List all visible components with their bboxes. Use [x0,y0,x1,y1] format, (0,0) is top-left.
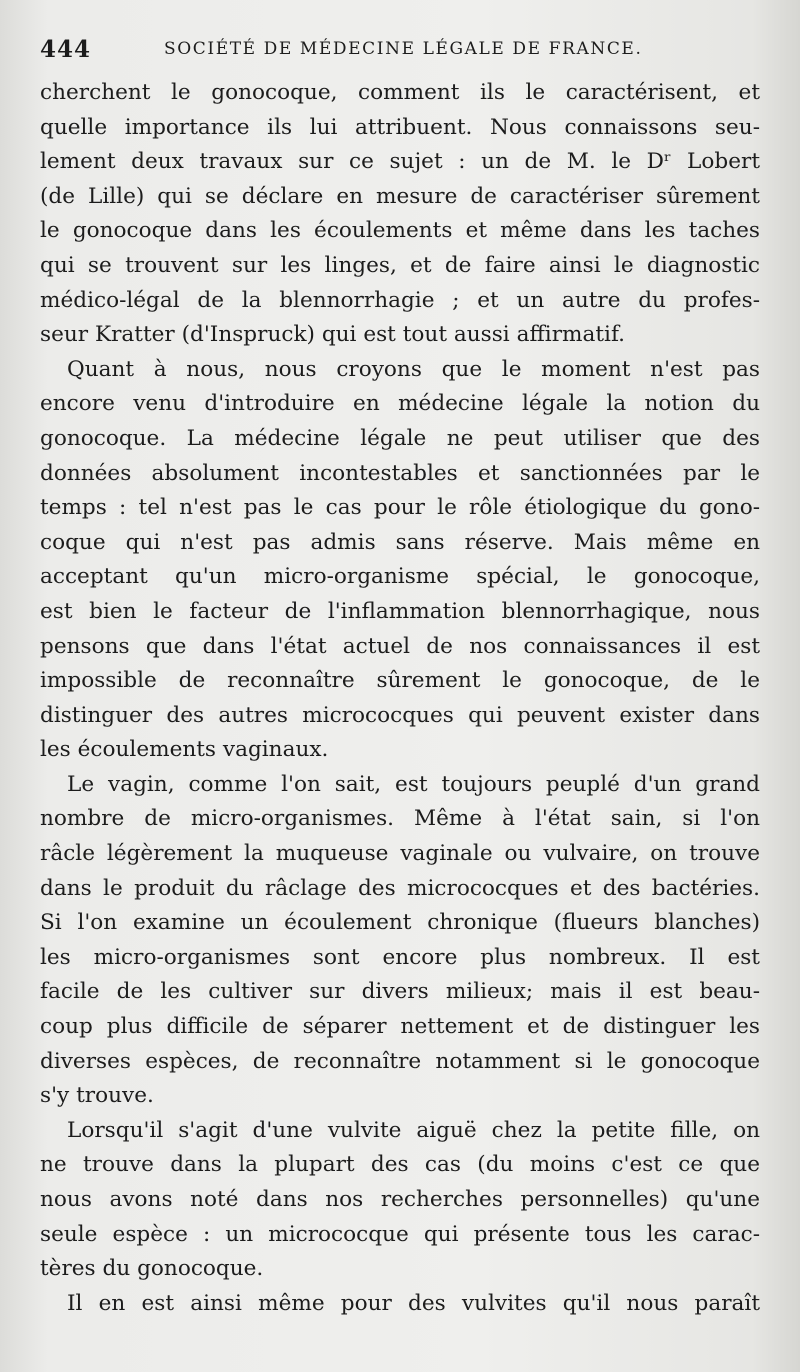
text-line: ne trouve dans la plupart des cas (du moins c'est ce que [40,1152,760,1178]
text-line: données absolument incontestables et sanctionnées par le [40,460,760,486]
text-line: Si l'on examine un écoulement chronique (flueurs blanches) [40,910,760,936]
text-line: lement deux travaux sur ce sujet : un de M. le Dʳ Lobert [40,149,760,175]
page-header [40,36,760,70]
text-line: les micro-organismes sont encore plus nombreux. Il est [40,944,760,970]
text-line: cherchent le gonocoque, comment ils le caractérisent, et [40,80,760,105]
text-line: seule espèce : un micrococque qui présente tous les carac- [40,1221,760,1247]
text-line: coup plus difficile de séparer nettement et de distinguer les [40,1014,760,1040]
text-line: coque qui n'est pas admis sans réserve. Mais même en [40,529,760,555]
text-line: (de Lille) qui se déclare en mesure de caractériser sûrement [40,183,760,209]
running-head: SOCIÉTÉ DE MÉDECINE LÉGALE DE FRANCE. [164,39,643,59]
text-line: qui se trouvent sur les linges, et de faire ainsi le diagnostic [40,252,760,278]
text-line: temps : tel n'est pas le cas pour le rôle étiologique du gono- [40,495,760,521]
text-line: gonocoque. La médecine légale ne peut utiliser que des [40,425,760,451]
text-line: les écoulements vaginaux. [40,737,329,763]
text-line: tères du gonocoque. [40,1256,264,1282]
text-line: encore venu d'introduire en médecine légale la notion du [40,391,760,417]
text-line: seur Kratter (d'Inspruck) qui est tout aussi affirmatif. [40,322,626,348]
text-line: le gonocoque dans les écoulements et même dans les taches [40,218,760,244]
body-text [40,76,760,1321]
text-line: Le vagin, comme l'on sait, est toujours peuplé d'un grand [67,771,760,797]
text-line: râcle légèrement la muqueuse vaginale ou vulvaire, on trouve [40,841,760,867]
text-line: Il en est ainsi même pour des vulvites qu'il nous paraît [67,1290,760,1316]
text-line: diverses espèces, de reconnaître notamment si le gonocoque [40,1048,760,1074]
text-line: Lorsqu'il s'agit d'une vulvite aiguë chez la petite fille, on [67,1117,760,1143]
text-line: distinguer des autres micrococques qui peuvent exister dans [40,702,760,728]
text-line: s'y trouve. [40,1083,154,1109]
text-line: impossible de reconnaître sûrement le gonocoque, de le [40,668,760,694]
text-line: nombre de micro-organismes. Même à l'état sain, si l'on [40,806,760,832]
text-line: quelle importance ils lui attribuent. Nous connaissons seu- [40,114,760,140]
text-line: est bien le facteur de l'inflammation blennorrhagique, nous [40,598,760,624]
text-line: nous avons noté dans nos recherches personnelles) qu'une [40,1187,760,1212]
text-line: facile de les cultiver sur divers milieux; mais il est beau- [40,979,760,1005]
page-number: 444 [40,36,92,63]
text-line: acceptant qu'un micro-organisme spécial, le gonocoque, [40,564,760,590]
text-line: Quant à nous, nous croyons que le moment n'est pas [67,356,760,382]
text-line: dans le produit du râclage des micrococques et des bactéries. [40,875,760,901]
text-line: médico-légal de la blennorrhagie ; et un autre du profes- [40,287,760,313]
text-line: pensons que dans l'état actuel de nos connaissances il est [40,633,760,659]
